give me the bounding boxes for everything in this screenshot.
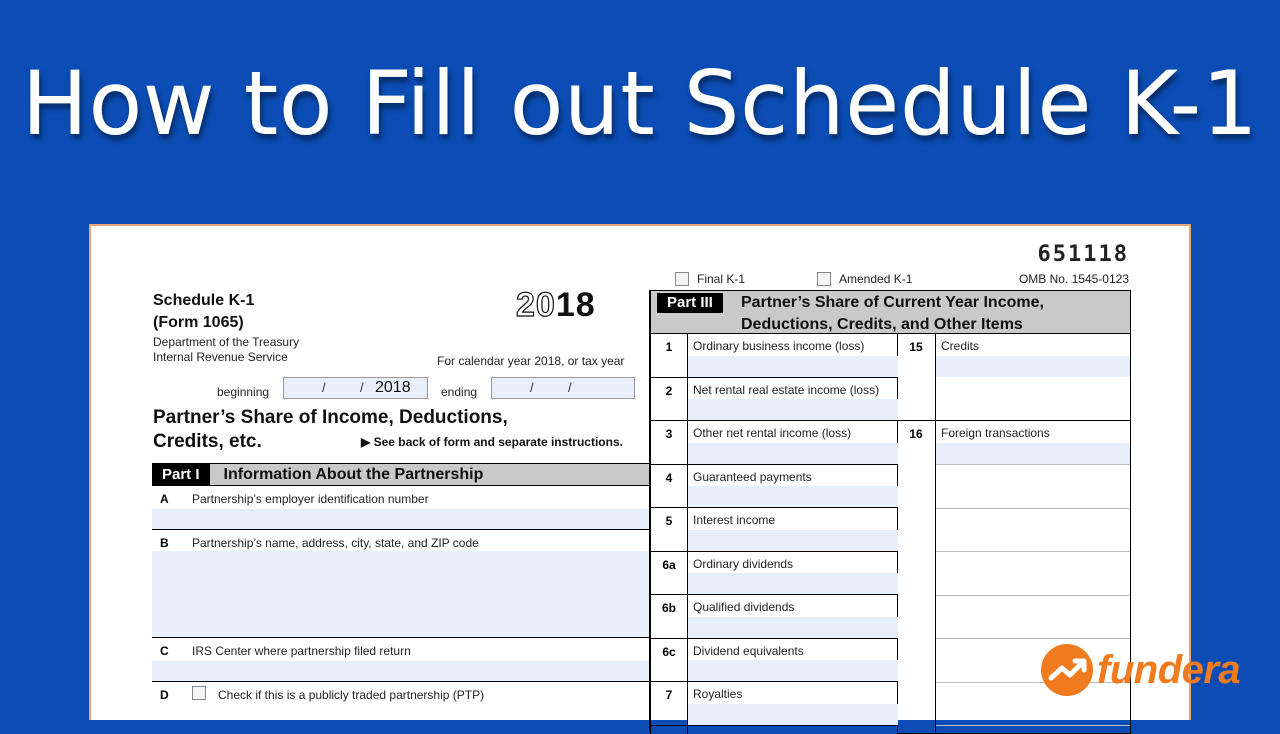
line-label: Other net rental income (loss)	[693, 426, 852, 440]
part1-title: Information About the Partnership	[223, 465, 484, 483]
final-k1-option[interactable]	[675, 272, 745, 286]
blank-row-line	[936, 464, 1130, 465]
ein-input[interactable]	[152, 509, 649, 529]
line-amount-input[interactable]	[688, 486, 898, 507]
line-label: Credits	[941, 339, 980, 353]
row-a-text: Partnership’s employer identification number	[192, 492, 429, 506]
part3-line-6c	[651, 639, 898, 683]
part3-title-line2: Deductions, Credits, and Other Items	[741, 316, 1023, 333]
part3-tag: Part III	[657, 293, 723, 313]
fundera-logo	[1041, 644, 1240, 696]
part3-line-6b	[651, 595, 898, 639]
ending-date-field[interactable]	[491, 377, 635, 399]
line-amount-input[interactable]	[688, 530, 898, 551]
line-label: Foreign transactions	[941, 426, 1050, 440]
part3-line-2	[651, 378, 898, 422]
blank-row-line	[936, 508, 1130, 509]
tax-year-outline: 20	[516, 286, 556, 324]
partnership-address-input[interactable]	[152, 551, 649, 637]
line-code-input[interactable]	[936, 443, 1130, 464]
beginning-slash-1: /	[322, 380, 326, 395]
dept-irs: Internal Revenue Service	[153, 350, 288, 364]
line-amount-input[interactable]	[688, 399, 898, 420]
video-title: How to Fill out Schedule K-1	[21, 52, 1259, 155]
final-k1-label: Final K-1	[697, 272, 746, 286]
part3-line-1	[651, 334, 898, 378]
part3-line-7	[651, 682, 898, 726]
ending-slash-1: /	[530, 380, 534, 395]
form-name: (Form 1065)	[153, 314, 244, 331]
line-amount-input[interactable]	[688, 660, 898, 681]
line-label: Qualified dividends	[693, 600, 795, 614]
blank-row-line	[936, 551, 1130, 552]
line-number: 6c	[662, 644, 676, 659]
department	[153, 335, 299, 365]
row-c-label: C	[160, 644, 169, 658]
part3-title	[741, 292, 1044, 336]
line-amount-input[interactable]	[688, 356, 898, 377]
tax-year-bold: 18	[555, 286, 596, 324]
line-number: 7	[665, 688, 673, 702]
line-number: 16	[909, 427, 923, 441]
line-code-input[interactable]	[936, 356, 1130, 377]
line-number: 3	[665, 427, 673, 441]
row-b-text: Partnership’s name, address, city, state, and ZIP code	[192, 536, 479, 550]
line-label: Net rental real estate income (loss)	[693, 382, 880, 397]
dept-treasury: Department of the Treasury	[153, 335, 300, 349]
line-number: 5	[665, 514, 673, 528]
part1-row-d	[152, 682, 649, 722]
beginning-slash-2: /	[360, 380, 364, 395]
line-label: Ordinary dividends	[693, 556, 794, 571]
part3-title-line1: Partner’s Share of Current Year Income,	[741, 294, 1044, 311]
line-amount-input[interactable]	[688, 704, 898, 725]
part3-line-5	[651, 508, 898, 552]
line-amount-input[interactable]	[688, 573, 898, 594]
part1-section	[152, 463, 649, 722]
partner-title-line2: Credits, etc.	[153, 431, 262, 452]
part3-line-4	[651, 465, 898, 509]
part3-header	[650, 290, 1131, 334]
amended-k1-option[interactable]	[817, 272, 912, 286]
line-label: Royalties	[693, 687, 743, 701]
part3-line-15	[898, 334, 1130, 421]
line-label: Interest income	[693, 513, 776, 527]
trend-arrow-icon	[1041, 644, 1093, 696]
line-number: 15	[909, 340, 923, 354]
partner-title-line1: Partner’s Share of Income, Deductions,	[153, 407, 508, 428]
line-number: 2	[665, 383, 673, 398]
line-amount-input[interactable]	[688, 443, 898, 464]
form-number: 651118	[1037, 242, 1129, 267]
part1-row-c	[152, 638, 649, 682]
ending-label: ending	[441, 385, 478, 399]
line-number: 6a	[662, 557, 676, 572]
calendar-year-note: For calendar year 2018, or tax year	[437, 354, 625, 368]
beginning-date-field[interactable]	[283, 377, 428, 399]
amended-k1-label: Amended K-1	[839, 272, 913, 286]
row-d-text: Check if this is a publicly traded partnership (PTP)	[218, 688, 485, 702]
schedule-name: Schedule K-1	[153, 292, 255, 309]
beginning-year: 2018	[375, 379, 411, 396]
part1-tag: Part I	[152, 464, 210, 486]
part1-header	[152, 464, 649, 486]
schedule-k1-form	[89, 224, 1241, 720]
see-back-note: ▶ See back of form and separate instructions.	[361, 435, 623, 449]
row-c-text: IRS Center where partnership filed return	[192, 644, 411, 658]
tax-year	[516, 286, 596, 325]
beginning-label: beginning	[217, 385, 270, 399]
amended-k1-checkbox[interactable]	[817, 272, 831, 286]
part1-row-a	[152, 486, 649, 530]
line-number: 1	[665, 340, 673, 354]
blank-row-line	[936, 595, 1130, 596]
schedule-title	[153, 290, 254, 334]
part3-line-3	[651, 421, 898, 465]
final-k1-checkbox[interactable]	[675, 272, 689, 286]
line-label: Dividend equivalents	[693, 643, 804, 658]
part3-line-6a	[651, 552, 898, 596]
blank-row-line	[936, 638, 1130, 639]
part1-row-b	[152, 530, 649, 638]
line-number: 6b	[661, 601, 676, 615]
irs-center-input[interactable]	[152, 661, 649, 681]
omb-number: OMB No. 1545-0123	[1018, 272, 1129, 286]
fundera-wordmark: fundera	[1097, 647, 1241, 692]
line-amount-input[interactable]	[688, 617, 898, 638]
line-number: 4	[665, 470, 673, 485]
fundera-logo-icon	[1041, 644, 1093, 696]
row-b-label: B	[160, 536, 169, 550]
line-label: Ordinary business income (loss)	[693, 339, 865, 353]
row-d-label: D	[160, 688, 169, 702]
ptp-checkbox[interactable]	[192, 686, 206, 700]
blank-row-line	[936, 725, 1130, 726]
row-a-label: A	[160, 492, 169, 506]
line-label: Guaranteed payments	[693, 469, 812, 484]
ending-slash-2: /	[568, 380, 572, 395]
